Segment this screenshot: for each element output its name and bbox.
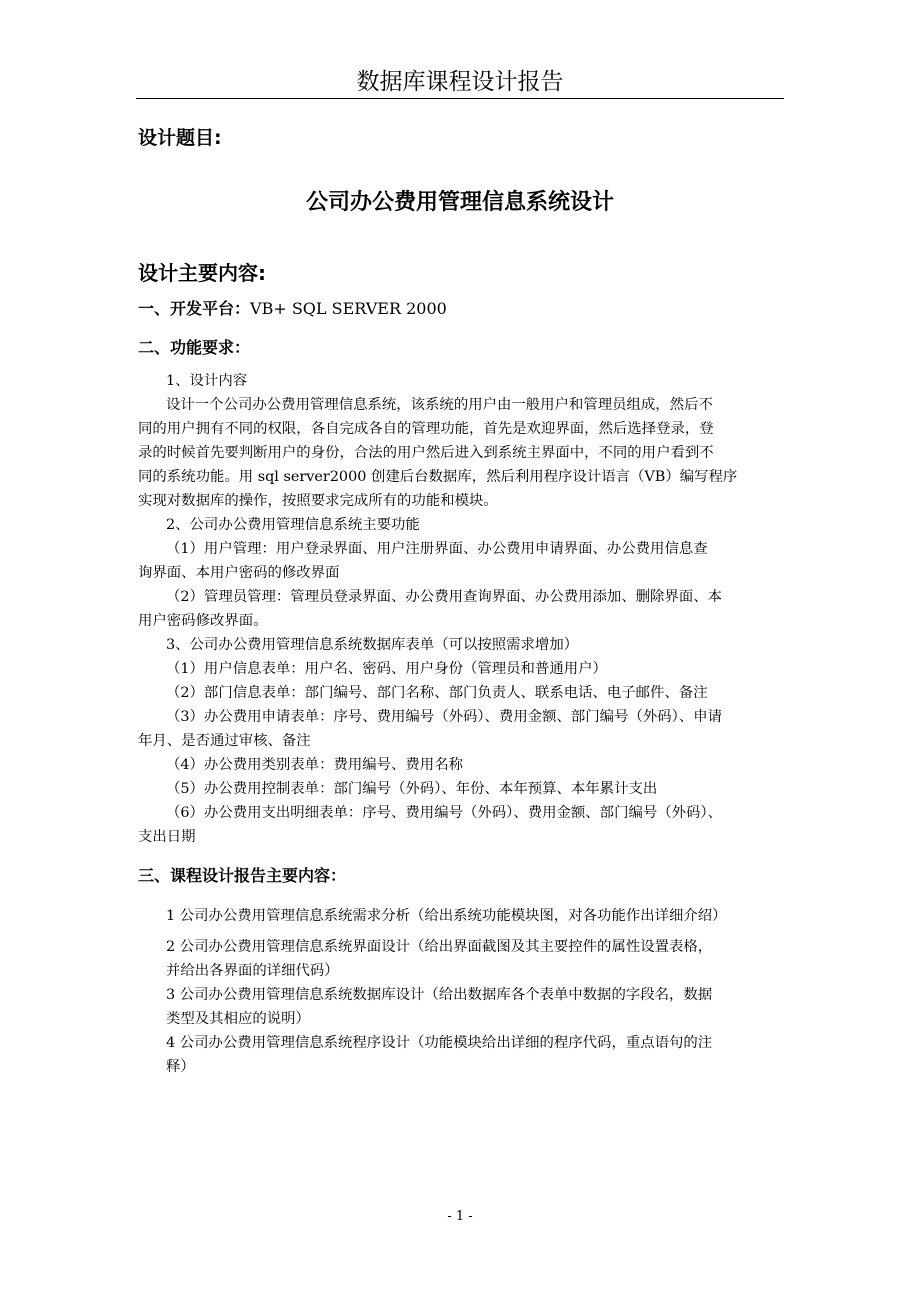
paragraph-line: 实现对数据库的操作，按照要求完成所有的功能和模块。: [138, 493, 498, 509]
paragraph-line: 设计一个公司办公费用管理信息系统，该系统的用户由一般用户和管理员组成，然后不: [166, 397, 713, 413]
section-platform-value: VB+ SQL SERVER 2000: [250, 299, 447, 318]
paragraph-line: 并给出各界面的详细代码）: [166, 963, 339, 979]
paragraph-line: 同的系统功能。用 sql server2000 创建后台数据库，然后利用程序设计语言（VB）编写程序: [138, 469, 738, 485]
paragraph-line: （4）办公费用类别表单：费用编号、费用名称: [166, 757, 463, 773]
design-topic-label: 设计题目:: [138, 127, 222, 149]
page-header-title: 数据库课程设计报告: [356, 69, 564, 95]
paragraph-line: 询界面、本用户密码的修改界面: [138, 565, 340, 581]
paragraph-line: 1、设计内容: [166, 373, 248, 389]
paragraph-line: 4 公司办公费用管理信息系统程序设计（功能模块给出详细的程序代码，重点语句的注: [166, 1035, 713, 1051]
paragraph-line: 3、公司办公费用管理信息系统数据库表单（可以按照需求增加）: [166, 637, 579, 653]
paragraph-line: （2）管理员管理：管理员登录界面、办公费用查询界面、办公费用添加、删除界面、本: [166, 589, 723, 605]
paragraph-line: （1）用户管理：用户登录界面、用户注册界面、办公费用申请界面、办公费用信息查: [166, 541, 708, 557]
paragraph-line: 2 公司办公费用管理信息系统界面设计（给出界面截图及其主要控件的属性设置表格，: [166, 939, 713, 955]
paragraph-line: 类型及其相应的说明）: [166, 1011, 310, 1027]
page-number: - 1 -: [447, 1209, 473, 1224]
paragraph-line: 用户密码修改界面。: [138, 613, 268, 629]
section-requirements-heading: 二、功能要求：: [138, 338, 251, 357]
section-platform-heading: 一、开发平台：: [138, 299, 251, 318]
paragraph-line: 年月、是否通过审核、备注: [138, 733, 311, 749]
paragraph-line: 同的用户拥有不同的权限，各自完成各自的管理功能，首先是欢迎界面，然后选择登录，登: [138, 421, 714, 437]
paragraph-line: 录的时候首先要判断用户的身份，合法的用户然后进入到系统主界面中，不同的用户看到不: [138, 445, 714, 461]
paragraph-line: （5）办公费用控制表单：部门编号（外码）、年份、本年预算、本年累计支出: [166, 781, 658, 797]
section-report-heading: 三、课程设计报告主要内容：: [138, 866, 347, 885]
section-platform: [138, 297, 447, 321]
paragraph-line: （3）办公费用申请表单：序号、费用编号（外码）、费用金额、部门编号（外码）、申请: [166, 709, 722, 725]
paragraph-line: 2、公司办公费用管理信息系统主要功能: [166, 517, 420, 533]
paragraph-line: 1 公司办公费用管理信息系统需求分析（给出系统功能模块图，对各功能作出详细介绍）: [166, 908, 727, 924]
paragraph-line: （2）部门信息表单：部门编号、部门名称、部门负责人、联系电话、电子邮件、备注: [166, 685, 708, 701]
paragraph-line: 3 公司办公费用管理信息系统数据库设计（给出数据库各个表单中数据的字段名，数据: [166, 987, 713, 1003]
document-title: 公司办公费用管理信息系统设计: [305, 190, 614, 215]
paragraph-line: （6）办公费用支出明细表单：序号、费用编号（外码）、费用金额、部门编号（外码）、: [166, 805, 722, 821]
paragraph-line: 支出日期: [138, 829, 196, 845]
header-divider: [136, 98, 784, 99]
main-content-label: 设计主要内容:: [138, 261, 266, 285]
paragraph-line: （1）用户信息表单：用户名、密码、用户身份（管理员和普通用户）: [166, 661, 607, 677]
paragraph-line: 释）: [166, 1059, 195, 1075]
